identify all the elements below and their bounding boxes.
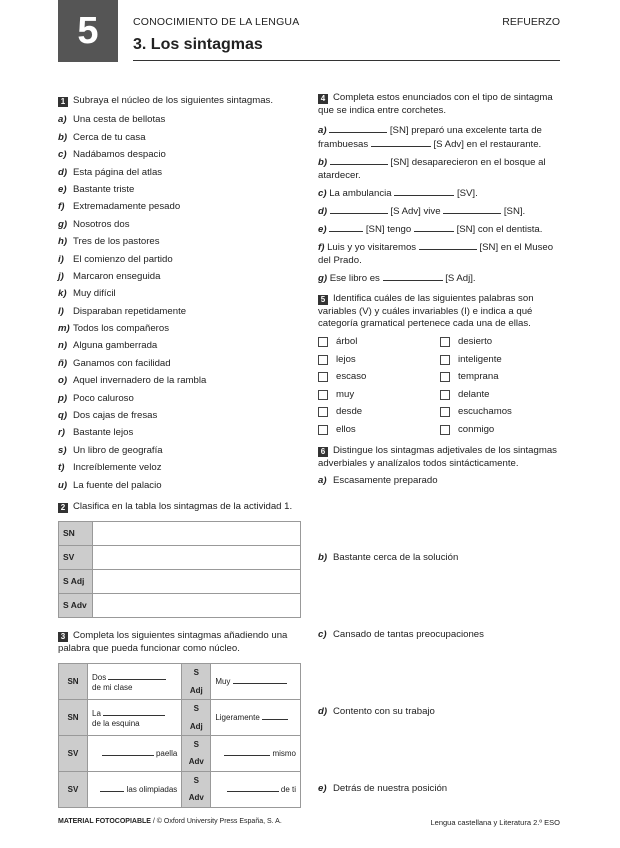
list-item: c) Nadábamos despacio (58, 149, 166, 161)
list-item: c) La ambulancia [SV]. (318, 188, 478, 199)
word-checklist (318, 335, 562, 438)
answer-cell[interactable] (93, 546, 301, 570)
list-item: n) Alguna gamberrada (58, 340, 158, 352)
activity-3 (58, 630, 308, 655)
list-item: d) Contento con su trabajo (318, 706, 435, 717)
footer-book-title: Lengua castellana y Literatura 2.º ESO (430, 818, 560, 827)
row-header: S Adj (59, 570, 93, 594)
checkbox-item[interactable]: temprana (440, 370, 562, 385)
list-item: r) Bastante lejos (58, 427, 134, 439)
checkbox-item[interactable]: escuchamos (440, 405, 562, 420)
checkbox-item[interactable]: desde (318, 405, 440, 420)
list-item: f) Extremadamente pesado (58, 201, 181, 213)
activity-1-list (58, 111, 308, 494)
list-item: g) Ese libro es [S Adj]. (318, 273, 476, 284)
activity-instruction: Subraya el núcleo de los siguientes sintagmas. (73, 95, 273, 106)
left-column (58, 92, 308, 808)
activity-instruction: Identifica cuáles de las siguientes palabras son variables (V) y cuáles invariables (I) e indica a qué categoría gramatical pertenece cada una de ellas. (318, 293, 534, 329)
checkbox[interactable] (440, 390, 450, 400)
table-row (59, 522, 301, 546)
answer-cell[interactable] (93, 570, 301, 594)
section-label: CONOCIMIENTO DE LA LENGUA (133, 16, 300, 28)
checkbox[interactable] (318, 337, 328, 347)
checkbox[interactable] (440, 355, 450, 365)
checkbox-item[interactable]: muy (318, 387, 440, 402)
answer-cell[interactable] (93, 594, 301, 618)
list-item: e) [SN] tengo [SN] con el dentista. (318, 224, 543, 235)
list-item: ñ) Ganamos con facilidad (58, 357, 171, 369)
checkbox[interactable] (318, 355, 328, 365)
classification-table (58, 521, 301, 618)
list-item: g) Nosotros dos (58, 218, 130, 230)
list-item: a) Una cesta de bellotas (58, 114, 166, 126)
list-item: c) Cansado de tantas preocupaciones (318, 629, 484, 640)
answer-blank[interactable] (108, 670, 166, 680)
table-row (59, 594, 301, 618)
list-item: p) Poco caluroso (58, 392, 134, 404)
activity-number: 5 (318, 295, 328, 305)
list-item: l) Disparaban repetidamente (58, 305, 187, 317)
list-item: k) Muy difícil (58, 288, 116, 300)
checkbox-item[interactable]: lejos (318, 352, 440, 367)
answer-blank[interactable] (103, 706, 165, 716)
checkbox[interactable] (318, 425, 328, 435)
activity-instruction: Clasifica en la tabla los sintagmas de la actividad 1. (73, 501, 293, 512)
answer-blank[interactable] (102, 746, 154, 756)
list-item: d) [S Adv] vive [SN]. (318, 206, 526, 217)
checkbox-item[interactable]: árbol (318, 335, 440, 350)
checkbox[interactable] (440, 372, 450, 382)
table-row: SN La de la esquina S Adj Ligeramente (59, 700, 301, 736)
list-item: e) Detrás de nuestra posición (318, 783, 448, 794)
list-item: m) Todos los compañeros (58, 323, 169, 335)
list-item: t) Increíblemente veloz (58, 462, 162, 474)
table-row: SV paella S Adv mismo (59, 736, 301, 772)
footer-copyright: MATERIAL FOTOCOPIABLE / © Oxford University Press España, S. A. (58, 818, 282, 825)
list-item: q) Dos cajas de fresas (58, 410, 158, 422)
activity-instruction: Distingue los sintagmas adjetivales de los sintagmas adverbiales y analízalos todos sintácticamente. (318, 445, 557, 469)
list-item: b) Cerca de tu casa (58, 131, 146, 143)
activity-5 (318, 293, 562, 331)
activity-number: 6 (318, 447, 328, 457)
checkbox-item[interactable]: conmigo (440, 422, 562, 437)
list-item: u) La fuente del palacio (58, 479, 162, 491)
checkbox-item[interactable]: inteligente (440, 352, 562, 367)
list-item: f) Luis y yo visitaremos [SN] en el Museo del Prado. (318, 242, 554, 266)
list-item: a) Escasamente preparado (318, 475, 438, 486)
checkbox[interactable] (318, 372, 328, 382)
list-item: b) [SN] desaparecieron en el bosque al atardecer. (318, 157, 546, 181)
list-item: h) Tres de los pastores (58, 236, 160, 248)
answer-blank[interactable] (233, 674, 287, 684)
completion-table (58, 663, 301, 807)
list-item: d) Esta página del atlas (58, 166, 163, 178)
table-row (59, 570, 301, 594)
table-row: SN Dos de mi clase S Adj Muy (59, 664, 301, 700)
checkbox-item[interactable]: delante (440, 387, 562, 402)
activity-number: 4 (318, 94, 328, 104)
list-item: s) Un libro de geografía (58, 444, 163, 456)
list-item: o) Aquel invernadero de la rambla (58, 375, 207, 387)
row-header: SN (59, 522, 93, 546)
checkbox[interactable] (440, 407, 450, 417)
checkbox[interactable] (318, 407, 328, 417)
right-column (318, 92, 562, 797)
activity-number: 2 (58, 503, 68, 513)
list-item: i) El comienzo del partido (58, 253, 173, 265)
checkbox-item[interactable]: desierto (440, 335, 562, 350)
activity-6 (318, 445, 562, 470)
activity-instruction: Completa estos enunciados con el tipo de sintagma que se indica entre corchetes. (318, 92, 553, 116)
checkbox[interactable] (318, 390, 328, 400)
answer-blank[interactable] (262, 710, 288, 720)
checkbox[interactable] (440, 337, 450, 347)
row-header: SV (59, 546, 93, 570)
page-title: 3. Los sintagmas (133, 36, 263, 53)
list-item: b) Bastante cerca de la solución (318, 552, 459, 563)
row-header: S Adv (59, 594, 93, 618)
activity-1 (58, 92, 308, 109)
list-item: a) [SN] preparó una excelente tarta de frambuesas [S Adv] en el restaurante. (318, 125, 542, 150)
activity-instruction: Completa los siguientes sintagmas añadiendo una palabra que pueda funcionar como núcleo. (58, 630, 288, 654)
table-row: SV las olimpiadas S Adv de ti (59, 771, 301, 807)
unit-number: 5 (58, 0, 118, 62)
activity-number: 3 (58, 632, 68, 642)
worksheet-type: REFUERZO (502, 16, 560, 28)
list-item: e) Bastante triste (58, 183, 135, 195)
checkbox-item[interactable]: ellos (318, 422, 440, 437)
activity-4 (318, 92, 562, 117)
activity-2 (58, 498, 308, 515)
checkbox[interactable] (440, 425, 450, 435)
table-row (59, 546, 301, 570)
activity-number: 1 (58, 97, 68, 107)
answer-cell[interactable] (93, 522, 301, 546)
header-divider (133, 60, 560, 61)
answer-blank[interactable] (224, 746, 270, 756)
checkbox-item[interactable]: escaso (318, 370, 440, 385)
answer-blank[interactable] (100, 782, 124, 792)
answer-blank[interactable] (227, 782, 279, 792)
list-item: j) Marcaron enseguida (58, 270, 161, 282)
